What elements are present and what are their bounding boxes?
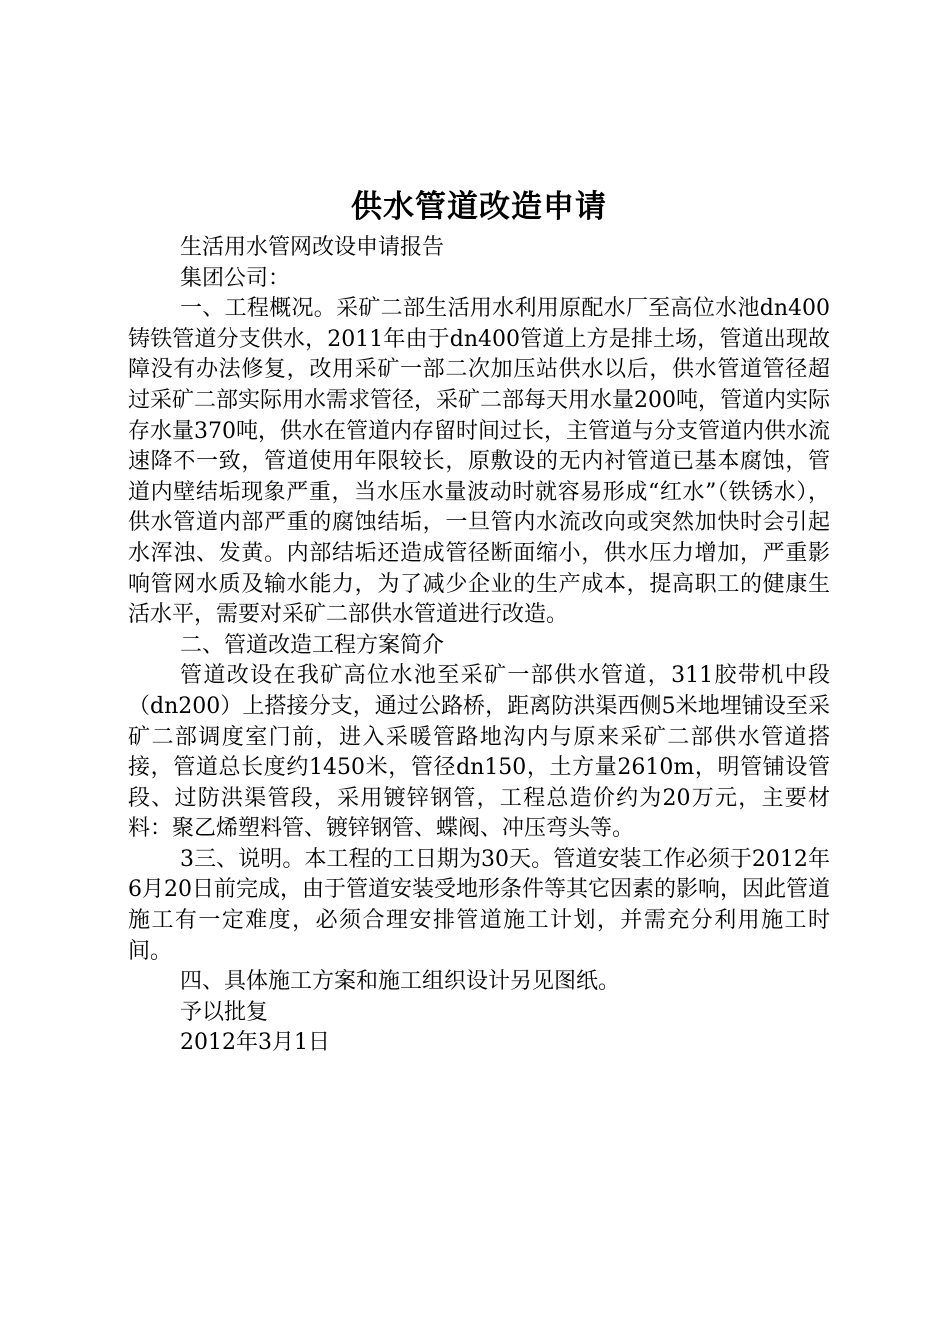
report-heading: 生活用水管网改设申请报告	[180, 235, 445, 260]
section-notes: 3三、说明。本工程的工日期为30天。管道安装工作必须于2012年6月20日前完成，由于管道安装受地形条件等其它因素的影响，因此管道施工有一定难度，必须合理安排管道施工计划，并需充分利用施工时间。	[128, 846, 830, 964]
document-page	[128, 184, 830, 1059]
salutation: 集团公司：	[180, 265, 291, 291]
section-project-overview: 一、工程概况。采矿二部生活用水利用原配水厂至高位水池dn400铸铁管道分支供水，2011年由于dn400管道上方是排土场，管道出现故障没有办法修复，改用采矿一部二次加压站供水以后，供水管道管径超过采矿二部实际用水需求管径，采矿二部每天用水量200吨，管道内实际存水量370吨，供水在管道内存留时间过长，主管道与分支管道内供水流速降不一致，管道使用年限较长，原敷设的无内衬管道已基本腐蚀，管道内壁结垢现象严重，当水压水量波动时就容易形成“红水”（铁锈水），供水管道内部严重的腐蚀结垢，一旦管内水流改向或突然加快时会引起水浑浊、发黄。内部结垢还造成管径断面缩小，供水压力增加，严重影响管网水质及输水能力，为了减少企业的生产成本，提高职工的健康生活水平，需要对采矿二部供水管道进行改造。	[128, 296, 830, 628]
approval-request: 予以批复	[180, 999, 269, 1025]
section-construction-plan: 四、具体施工方案和施工组织设计另见图纸。	[180, 969, 621, 995]
document-title: 供水管道改造申请	[351, 189, 607, 225]
section-plan-body: 管道改设在我矿高位水池至采矿一部供水管道，311胶带机中段（dn200）上搭接分支，通过公路桥，距离防洪渠西侧5米地埋铺设至采矿二部调度室门前，进入采暖管路地沟内与原来采矿二部供水管道搭接，管道总长度约1450米，管径dn150，土方量2610m，明管铺设管段、过防洪渠管段，采用镀锌钢管，工程总造价约为20万元，主要材料：聚乙烯塑料管、镀锌钢管、蝶阀、冲压弯头等。	[128, 663, 830, 842]
document-date: 2012年3月1日	[180, 1030, 330, 1056]
section-plan-heading: 二、管道改造工程方案简介	[180, 632, 445, 658]
